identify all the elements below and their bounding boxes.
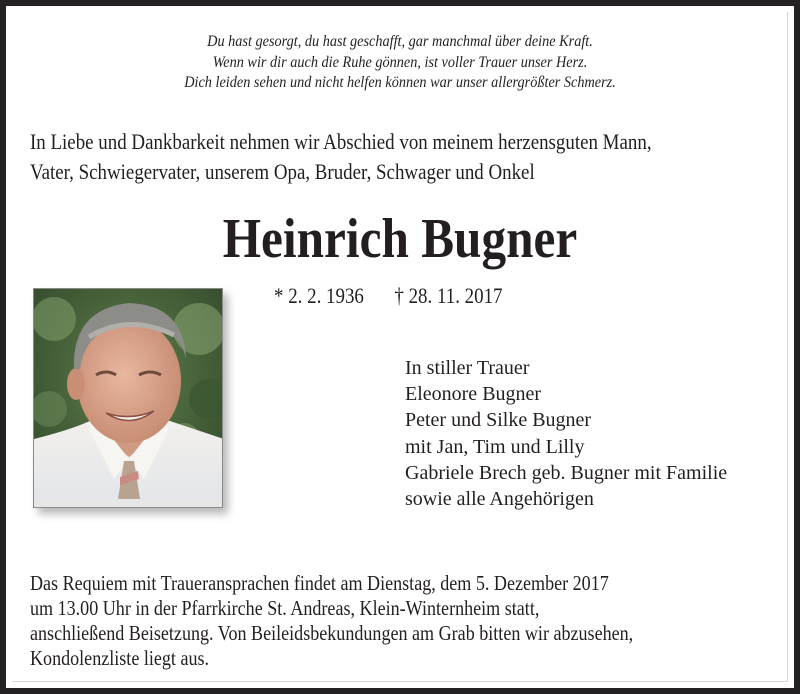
intro-line: In Liebe und Dankbarkeit nehmen wir Abschied von meinem herzensguten Mann, (30, 129, 652, 154)
mourner: sowie alle Angehörigen (405, 488, 594, 511)
service-info (30, 571, 684, 671)
mourners-heading: In stiller Trauer (405, 357, 530, 379)
portrait-image-icon (34, 289, 223, 508)
mourner: Peter und Silke Bugner (405, 409, 592, 432)
mourner: mit Jan, Tim und Lilly (405, 435, 585, 458)
service-line: um 13.00 Uhr in der Pfarrkirche St. Andreas, Klein-Winternheim statt, (30, 596, 540, 620)
mourner: Gabriele Brech geb. Bugner mit Familie (405, 461, 728, 484)
mourner: Eleonore Bugner (405, 383, 542, 406)
mourners-list (405, 355, 727, 512)
service-line: Kondolenzliste liegt aus. (30, 646, 210, 670)
deceased-name: Heinrich Bugner (222, 208, 578, 270)
portrait-photo (33, 288, 223, 508)
birth-date: * 2. 2. 1936 (274, 283, 364, 308)
life-dates (274, 282, 502, 310)
intro-line: Vater, Schwiegervater, unserem Opa, Bruder, Schwager und Onkel (30, 159, 535, 184)
poem-line: Du hast gesorgt, du hast geschafft, gar manchmal über deine Kraft. (207, 33, 593, 50)
poem-line: Wenn wir dir auch die Ruhe gönnen, ist voller Trauer unser Herz. (212, 53, 588, 71)
service-line: Das Requiem mit Traueransprachen findet am Dienstag, dem 5. Dezember 2017 (30, 571, 609, 595)
poem-line: Dich leiden sehen und nicht helfen können war unser allergrößter Schmerz. (184, 74, 616, 91)
death-date: † 28. 11. 2017 (394, 283, 503, 308)
poem (38, 32, 763, 94)
service-line: anschließend Beisetzung. Von Beileidsbekundungen am Grab bitten wir abzusehen, (30, 621, 634, 645)
intro-text (30, 127, 684, 187)
